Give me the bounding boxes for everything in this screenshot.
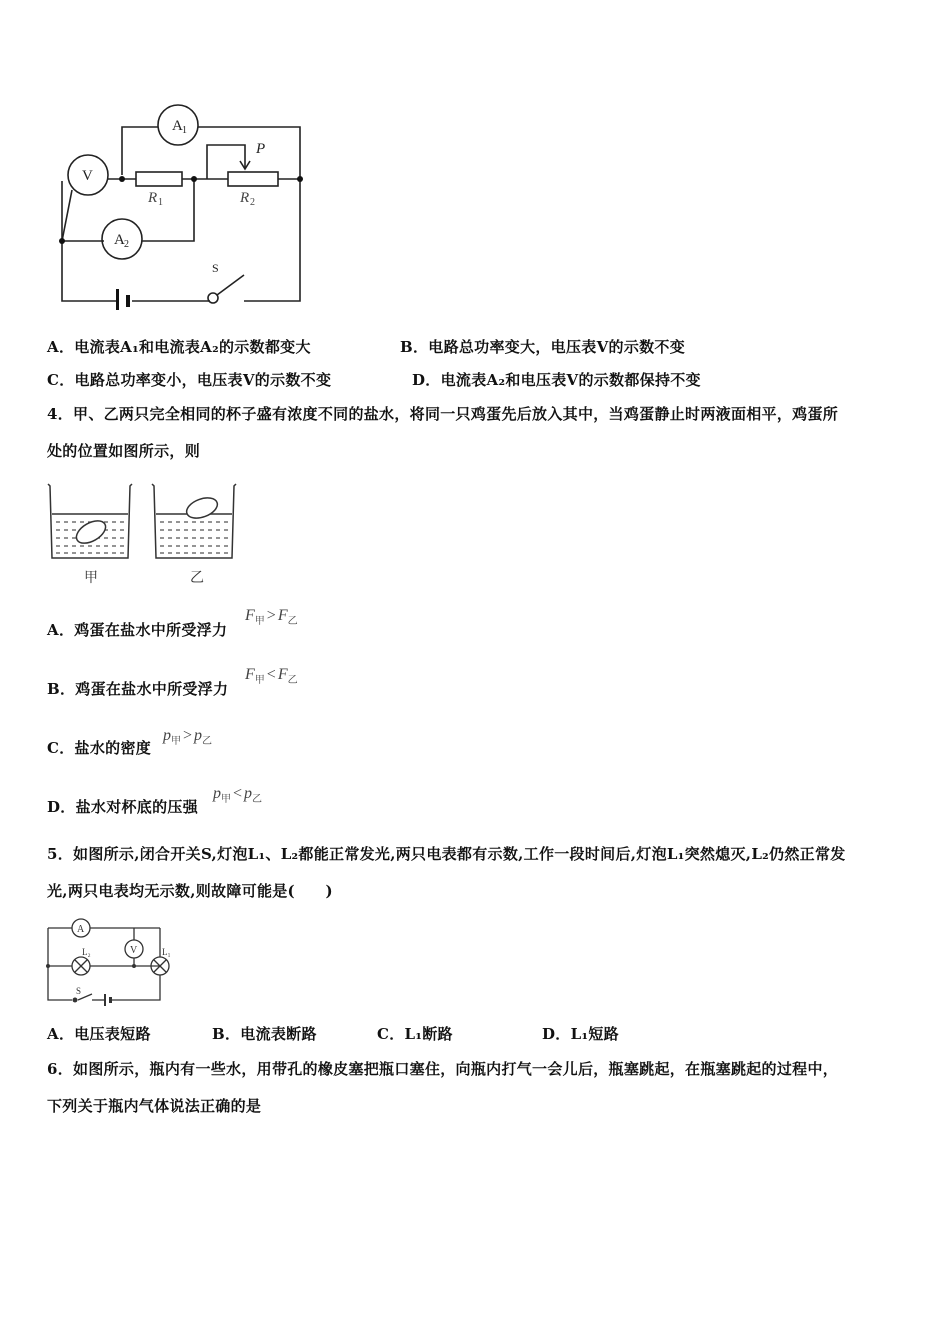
q4-option-c[interactable]: C．盐水的密度: [47, 739, 152, 757]
q6-stem-line2: 下列关于瓶内气体说法正确的是: [47, 1097, 262, 1115]
q4-option-d[interactable]: D．盐水对杯底的压强: [47, 798, 199, 816]
q5-option-a[interactable]: A．电压表短路: [47, 1025, 151, 1043]
v-label: V: [82, 168, 93, 184]
q3-option-a[interactable]: A．电流表A₁和电流表A₂的示数都变大: [47, 338, 311, 356]
q4-stem-line2: 处的位置如图所示，则: [47, 442, 201, 460]
a2-label: A: [114, 232, 125, 248]
slider-p-label: P: [256, 141, 266, 157]
l2-label: L₂: [82, 947, 91, 957]
q5-option-d[interactable]: D．L₁短路: [542, 1025, 619, 1043]
egg-left-icon: [73, 516, 110, 548]
r2-label: R: [240, 190, 250, 206]
q3-option-b[interactable]: B．电路总功率变大，电压表V的示数不变: [400, 338, 686, 356]
q4-option-a[interactable]: A．鸡蛋在盐水中所受浮力: [47, 621, 228, 639]
switch-label: S: [76, 986, 82, 996]
q4-beaker-diagram: [44, 478, 244, 590]
l1-label: L₁: [162, 947, 171, 957]
a2-subscript: 2: [124, 239, 129, 250]
q5-stem-line2: 光,两只电表均无示数,则故障可能是( ): [47, 882, 333, 900]
q5-circuit-diagram: [42, 916, 182, 1006]
q5-option-c[interactable]: C．L₁断路: [377, 1025, 453, 1043]
voltmeter-label: V: [130, 945, 138, 956]
ammeter-label: A: [77, 924, 85, 935]
q6-stem-line1: 6．如图所示，瓶内有一些水，用带孔的橡皮塞把瓶口塞住，向瓶内打气一会儿后，瓶塞跳起，在瓶塞跳起的过程中，: [47, 1060, 839, 1078]
q5-option-b[interactable]: B．电流表断路: [212, 1025, 317, 1043]
a1-label: A: [172, 118, 183, 134]
r1-label: R: [148, 190, 158, 206]
q3-option-d[interactable]: D．电流表A₂和电压表V的示数都保持不变: [412, 371, 701, 389]
q4-option-d-math: $p_甲 < p_乙$: [213, 785, 263, 806]
beaker-left-label: 甲: [84, 571, 98, 586]
q4-option-c-math: $p_甲 > p_乙$: [163, 727, 213, 748]
a1-subscript: 1: [182, 125, 187, 136]
beaker-right-label: 乙: [190, 571, 204, 586]
q5-stem-line1: 5．如图所示,闭合开关S,灯泡L₁、L₂都能正常发光,两只电表都有示数,工作一段时间后,灯泡L₁突然熄灭,L₂仍然正常发: [47, 845, 846, 863]
q3-option-c[interactable]: C．电路总功率变小，电压表V的示数不变: [47, 371, 332, 389]
q4-stem-line1: 4．甲、乙两只完全相同的杯子盛有浓度不同的盐水，将同一只鸡蛋先后放入其中，当鸡蛋静止时两液面相平，鸡蛋所: [47, 405, 839, 423]
switch-s-label: S: [212, 261, 219, 275]
egg-right-icon: [184, 494, 220, 522]
q3-circuit-diagram: [52, 95, 312, 310]
q4-option-b-math: $F_甲 < F_乙$: [245, 666, 298, 687]
r2-subscript: 2: [250, 197, 255, 208]
r1-subscript: 1: [158, 197, 163, 208]
q4-option-b[interactable]: B．鸡蛋在盐水中所受浮力: [47, 680, 229, 698]
q4-option-a-math: $F_甲 > F_乙$: [245, 607, 298, 628]
